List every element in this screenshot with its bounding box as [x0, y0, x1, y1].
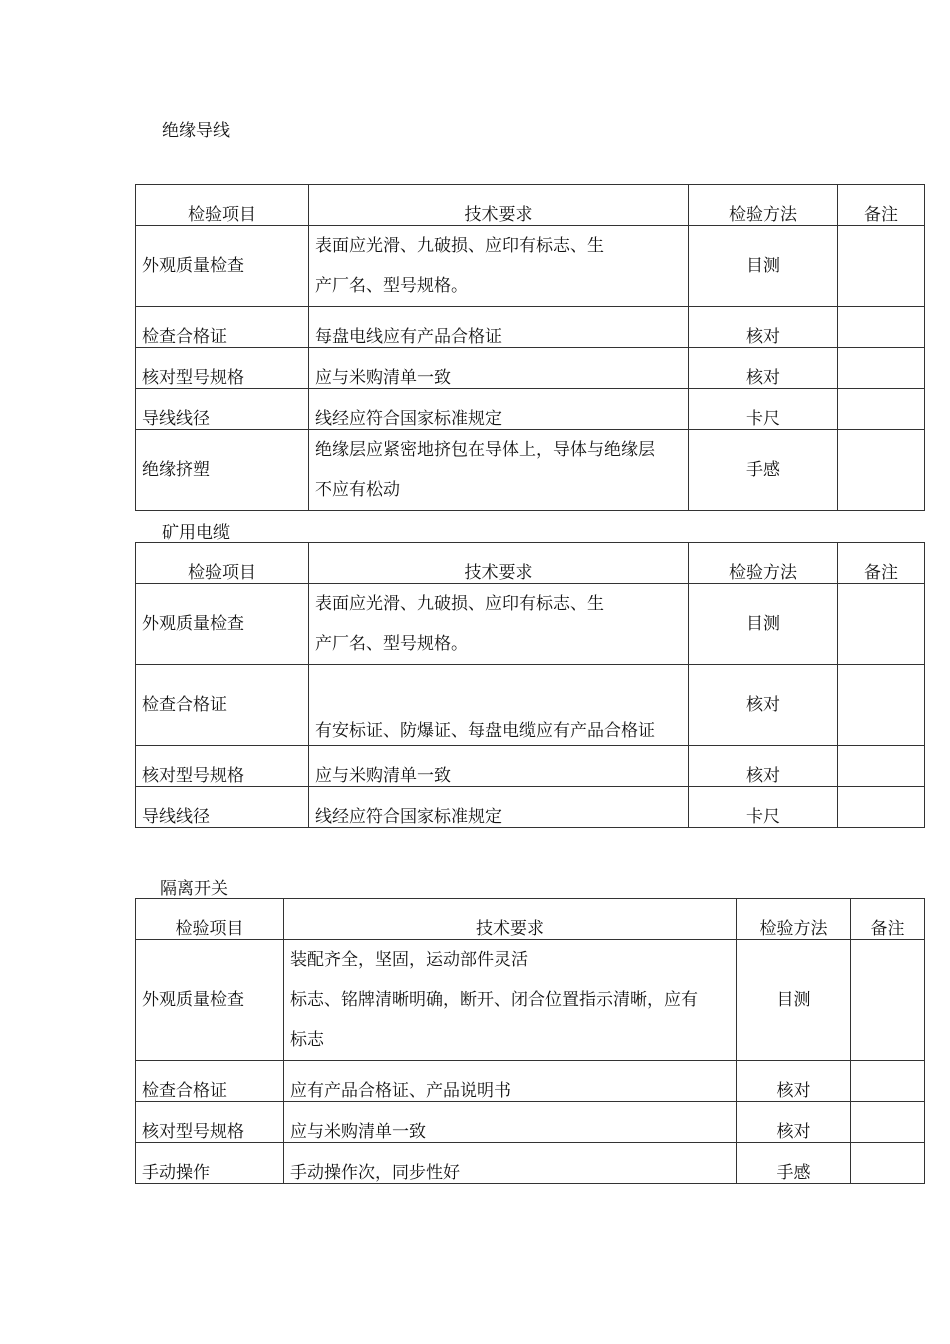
cell-requirement: 线经应符合国家标准规定	[309, 787, 689, 828]
cell-method: 核对	[737, 1061, 851, 1102]
cell-note	[838, 665, 925, 746]
header-note: 备注	[851, 899, 925, 940]
header-requirement: 技术要求	[309, 543, 689, 584]
cell-method: 核对	[689, 665, 838, 746]
cell-method: 目测	[689, 584, 838, 665]
section-title: 隔离开关	[160, 879, 228, 899]
cell-note	[838, 226, 925, 307]
section-title: 绝缘导线	[162, 121, 230, 141]
table-row	[136, 226, 925, 307]
table-row	[136, 584, 925, 665]
inspection-table	[135, 184, 925, 511]
cell-item: 外观质量检查	[136, 584, 309, 665]
cell-method: 核对	[689, 307, 838, 348]
table-row	[136, 787, 925, 828]
table-row	[136, 940, 925, 1061]
requirement-line: 产厂名、型号规格。	[315, 634, 468, 654]
cell-requirement: 有安标证、防爆证、每盘电缆应有产品合格证	[309, 665, 689, 746]
cell-requirement	[284, 940, 737, 1061]
table-row	[136, 665, 925, 746]
table-row	[136, 430, 925, 511]
requirement-line: 表面应光滑、九破损、应印有标志、生	[315, 236, 604, 256]
cell-requirement: 应与米购清单一致	[284, 1102, 737, 1143]
cell-requirement	[309, 430, 689, 511]
section-title: 矿用电缆	[162, 523, 230, 543]
cell-method: 核对	[737, 1102, 851, 1143]
cell-note	[838, 584, 925, 665]
cell-method: 卡尺	[689, 389, 838, 430]
header-note: 备注	[838, 543, 925, 584]
header-method: 检验方法	[737, 899, 851, 940]
cell-method: 核对	[689, 746, 838, 787]
cell-requirement: 应与米购清单一致	[309, 746, 689, 787]
cell-requirement	[309, 584, 689, 665]
cell-item: 手动操作	[136, 1143, 284, 1184]
table-row	[136, 746, 925, 787]
header-requirement: 技术要求	[309, 185, 689, 226]
requirement-line: 绝缘层应紧密地挤包在导体上，导体与绝缘层	[315, 440, 655, 460]
inspection-table	[135, 542, 925, 828]
cell-note	[838, 746, 925, 787]
header-method: 检验方法	[689, 185, 838, 226]
table-header-row	[136, 543, 925, 584]
cell-item: 导线线径	[136, 787, 309, 828]
table-header-row	[136, 899, 925, 940]
cell-method: 核对	[689, 348, 838, 389]
header-note: 备注	[838, 185, 925, 226]
cell-item: 检查合格证	[136, 1061, 284, 1102]
cell-method: 目测	[737, 940, 851, 1061]
cell-requirement: 应与米购清单一致	[309, 348, 689, 389]
cell-note	[851, 940, 925, 1061]
inspection-table	[135, 898, 925, 1184]
cell-item: 检查合格证	[136, 307, 309, 348]
cell-method: 手感	[689, 430, 838, 511]
cell-requirement: 线经应符合国家标准规定	[309, 389, 689, 430]
cell-item: 外观质量检查	[136, 940, 284, 1061]
requirement-line: 产厂名、型号规格。	[315, 276, 468, 296]
cell-note	[851, 1061, 925, 1102]
table-row	[136, 348, 925, 389]
cell-note	[838, 430, 925, 511]
cell-note	[851, 1102, 925, 1143]
header-method: 检验方法	[689, 543, 838, 584]
cell-item: 外观质量检查	[136, 226, 309, 307]
table-row	[136, 1061, 925, 1102]
cell-method: 目测	[689, 226, 838, 307]
cell-requirement: 手动操作次，同步性好	[284, 1143, 737, 1184]
requirement-line: 标志、铭牌清晰明确，断开、闭合位置指示清晰，应有	[290, 990, 698, 1010]
cell-note	[851, 1143, 925, 1184]
requirement-line: 不应有松动	[315, 480, 400, 500]
cell-item: 核对型号规格	[136, 348, 309, 389]
cell-item: 核对型号规格	[136, 1102, 284, 1143]
table-row	[136, 1143, 925, 1184]
cell-item: 绝缘挤塑	[136, 430, 309, 511]
header-requirement: 技术要求	[284, 899, 737, 940]
cell-requirement: 每盘电线应有产品合格证	[309, 307, 689, 348]
cell-item: 核对型号规格	[136, 746, 309, 787]
header-item: 检验项目	[136, 185, 309, 226]
cell-method: 手感	[737, 1143, 851, 1184]
requirement-line: 标志	[290, 1030, 324, 1050]
cell-requirement	[309, 226, 689, 307]
header-item: 检验项目	[136, 543, 309, 584]
cell-note	[838, 389, 925, 430]
requirement-line: 表面应光滑、九破损、应印有标志、生	[315, 594, 604, 614]
table-row	[136, 307, 925, 348]
requirement-line: 装配齐全，坚固，运动部件灵活	[290, 950, 528, 970]
table-header-row	[136, 185, 925, 226]
cell-note	[838, 307, 925, 348]
cell-note	[838, 787, 925, 828]
cell-note	[838, 348, 925, 389]
cell-item: 检查合格证	[136, 665, 309, 746]
header-item: 检验项目	[136, 899, 284, 940]
table-row	[136, 389, 925, 430]
cell-requirement: 应有产品合格证、产品说明书	[284, 1061, 737, 1102]
cell-item: 导线线径	[136, 389, 309, 430]
cell-method: 卡尺	[689, 787, 838, 828]
table-row	[136, 1102, 925, 1143]
